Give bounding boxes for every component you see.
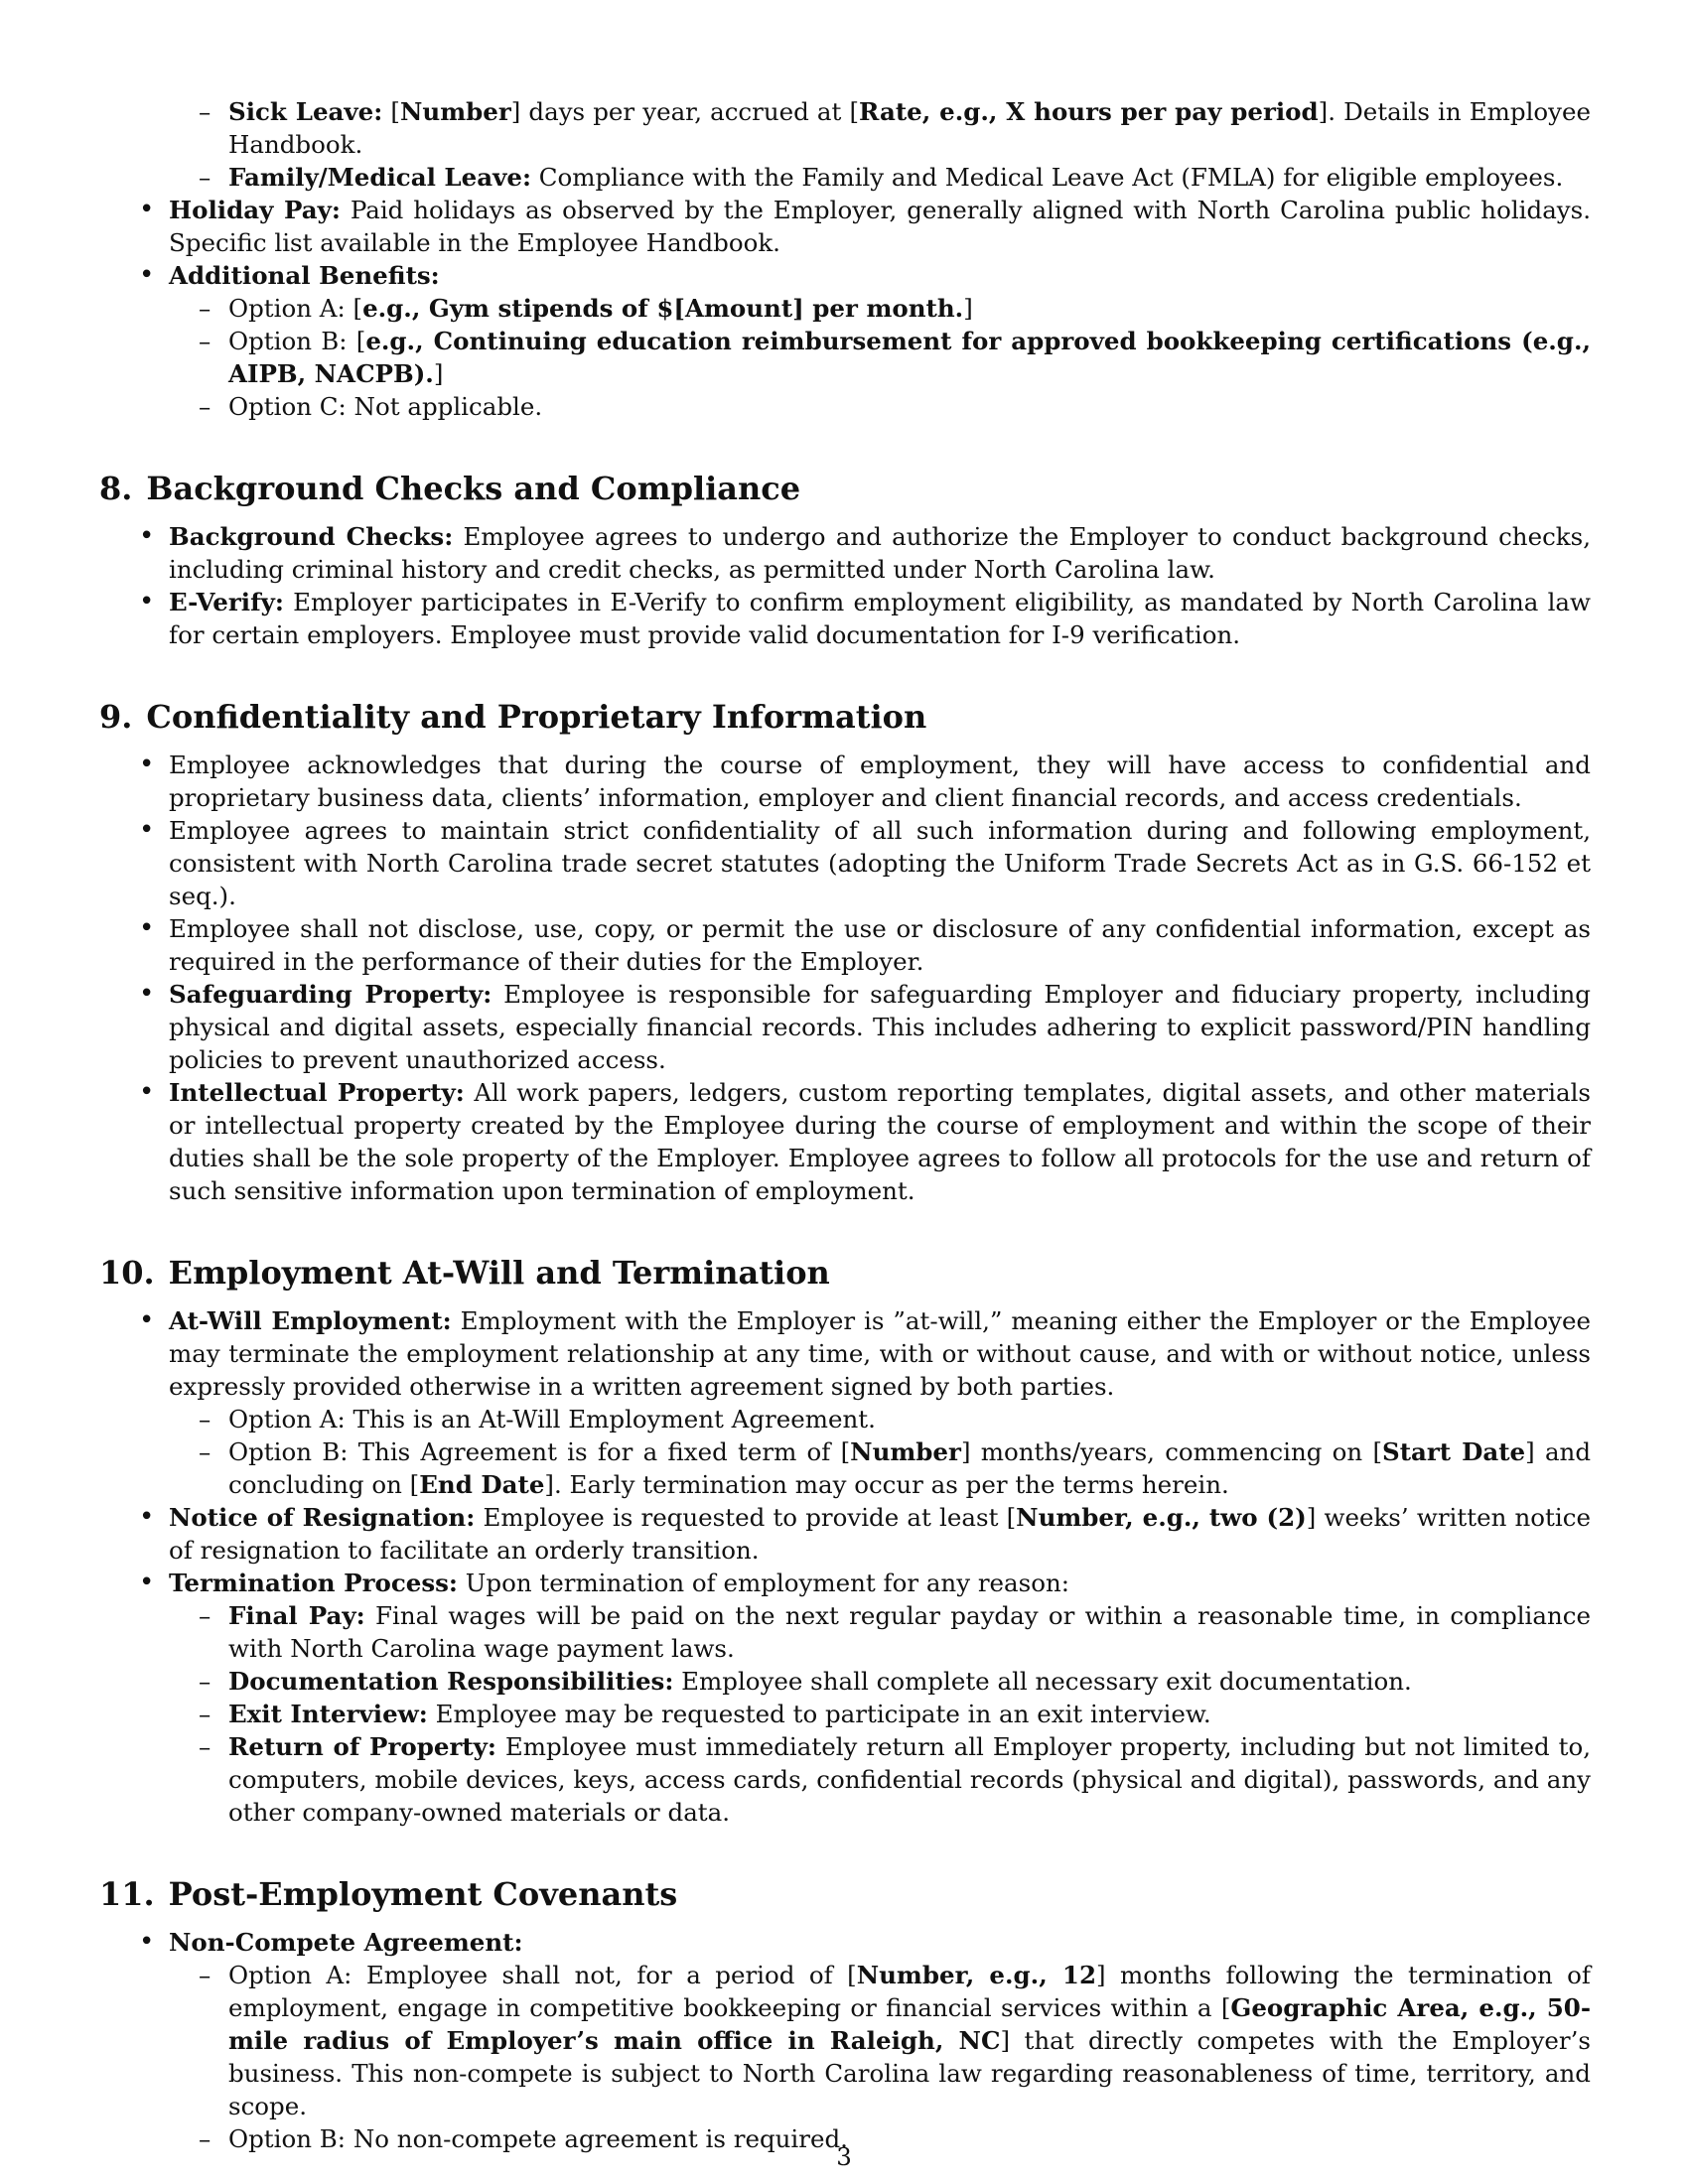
section-10-list <box>99 1304 1591 1829</box>
list-item: • Employee shall not disclose, use, copy, or permit the use or disclosure of any confidential information, except as required in the performance of their duties for the Employer. <box>99 912 1591 978</box>
benefits-list <box>99 95 1591 423</box>
list-item: • Safeguarding Property: Employee is responsible for safeguarding Employer and fiduciary property, including physical and digital assets, especially financial records. This includes adhering to explicit password/PIN handling policies to prevent unauthorized access. <box>99 978 1591 1076</box>
at-will-item: • At-Will Employment: Employment with the Employer is ”at-will,” meaning either the Employer or the Employee may terminate the employment relationship at any time, with or without cause, and with or without notice, unless expressly provided otherwise in a written agreement signed by both parties. <box>99 1304 1591 1403</box>
section-9-heading: 9. Confidentiality and Proprietary Information <box>99 698 927 736</box>
section-8-list <box>99 520 1591 651</box>
section-9-list <box>99 749 1591 1207</box>
list-item: • E-Verify: Employer participates in E-Verify to confirm employment eligibility, as mandated by North Carolina law for certain employers. Employee must provide valid documentation for I-9 verification. <box>99 586 1591 651</box>
non-compete-option-b: – Option B: No non-compete agreement is required. <box>99 2122 1591 2155</box>
section-11-heading: 11. Post-Employment Covenants <box>99 1875 678 1913</box>
termination-process-item: • Termination Process: Upon termination of employment for any reason: <box>99 1567 1591 1599</box>
fmla-item: – Family/Medical Leave: Compliance with the Family and Medical Leave Act (FMLA) for eligible employees. <box>99 161 1591 194</box>
list-item: • Employee agrees to maintain strict confidentiality of all such information during and following employment, consistent with North Carolina trade secret statutes (adopting the Uniform Trade Secrets Act as in G.S. 66-152 et seq.). <box>99 814 1591 912</box>
list-item: – Exit Interview: Employee may be requested to participate in an exit interview. <box>99 1698 1591 1730</box>
list-item: • Employee acknowledges that during the course of employment, they will have access to confidential and proprietary business data, clients’ information, employer and client financial records, and access credentials. <box>99 749 1591 814</box>
non-compete-option-a: – Option A: Employee shall not, for a period of [Number, e.g., 12] months following the termination of employment, engage in competitive bookkeeping or financial services within a [Geographic Area, e.g., 50-mile radius of Employer’s main office in Raleigh, NC] that directly competes with the Employer’s business. This non-compete is subject to North Carolina law regarding reasonableness of time, territory, and scope. <box>99 1959 1591 2122</box>
sick-leave-label: Sick Leave: <box>228 97 383 126</box>
page-number: 3 <box>836 2142 852 2171</box>
at-will-option-b: – Option B: This Agreement is for a fixed term of [Number] months/years, commencing on [Start Date] and concluding on [End Date]. Early termination may occur as per the terms herein. <box>99 1435 1591 1501</box>
holiday-pay-item: • Holiday Pay: Paid holidays as observed by the Employer, generally aligned with North Carolina public holidays. Specific list available in the Employee Handbook. <box>99 194 1591 259</box>
document-page <box>99 95 1591 2155</box>
sick-leave-item: – Sick Leave: [Number] days per year, accrued at [Rate, e.g., X hours per pay period]. Details in Employee Handbook. <box>99 95 1591 161</box>
benefit-option-a: – Option A: [e.g., Gym stipends of $[Amount] per month.] <box>99 292 1591 325</box>
section-10-heading: 10. Employment At-Will and Termination <box>99 1254 830 1292</box>
non-compete-item: • Non-Compete Agreement: <box>99 1926 1591 1959</box>
benefit-option-c: – Option C: Not applicable. <box>99 390 1591 423</box>
at-will-option-a: – Option A: This is an At-Will Employment Agreement. <box>99 1403 1591 1435</box>
notice-item: • Notice of Resignation: Employee is requested to provide at least [Number, e.g., two (2)] weeks’ written notice of resignation to facilitate an orderly transition. <box>99 1501 1591 1567</box>
additional-benefits-item: • Additional Benefits: <box>99 259 1591 292</box>
section-8-heading: 8. Background Checks and Compliance <box>99 470 801 507</box>
list-item: – Documentation Responsibilities: Employee shall complete all necessary exit documentation. <box>99 1665 1591 1698</box>
section-11-list <box>99 1926 1591 2155</box>
list-item: • Background Checks: Employee agrees to undergo and authorize the Employer to conduct background checks, including criminal history and credit checks, as permitted under North Carolina law. <box>99 520 1591 586</box>
list-item: – Final Pay: Final wages will be paid on the next regular payday or within a reasonable time, in compliance with North Carolina wage payment laws. <box>99 1599 1591 1665</box>
list-item: – Return of Property: Employee must immediately return all Employer property, including but not limited to, computers, mobile devices, keys, access cards, confidential records (physical and digital), passwords, and any other company-owned materials or data. <box>99 1730 1591 1829</box>
list-item: • Intellectual Property: All work papers, ledgers, custom reporting templates, digital assets, and other materials or intellectual property created by the Employee during the course of employment and within the scope of their duties shall be the sole property of the Employer. Employee agrees to follow all protocols for the use and return of such sensitive information upon termination of employment. <box>99 1076 1591 1207</box>
benefit-option-b: – Option B: [e.g., Continuing education reimbursement for approved bookkeeping certifications (e.g., AIPB, NACPB).] <box>99 325 1591 390</box>
